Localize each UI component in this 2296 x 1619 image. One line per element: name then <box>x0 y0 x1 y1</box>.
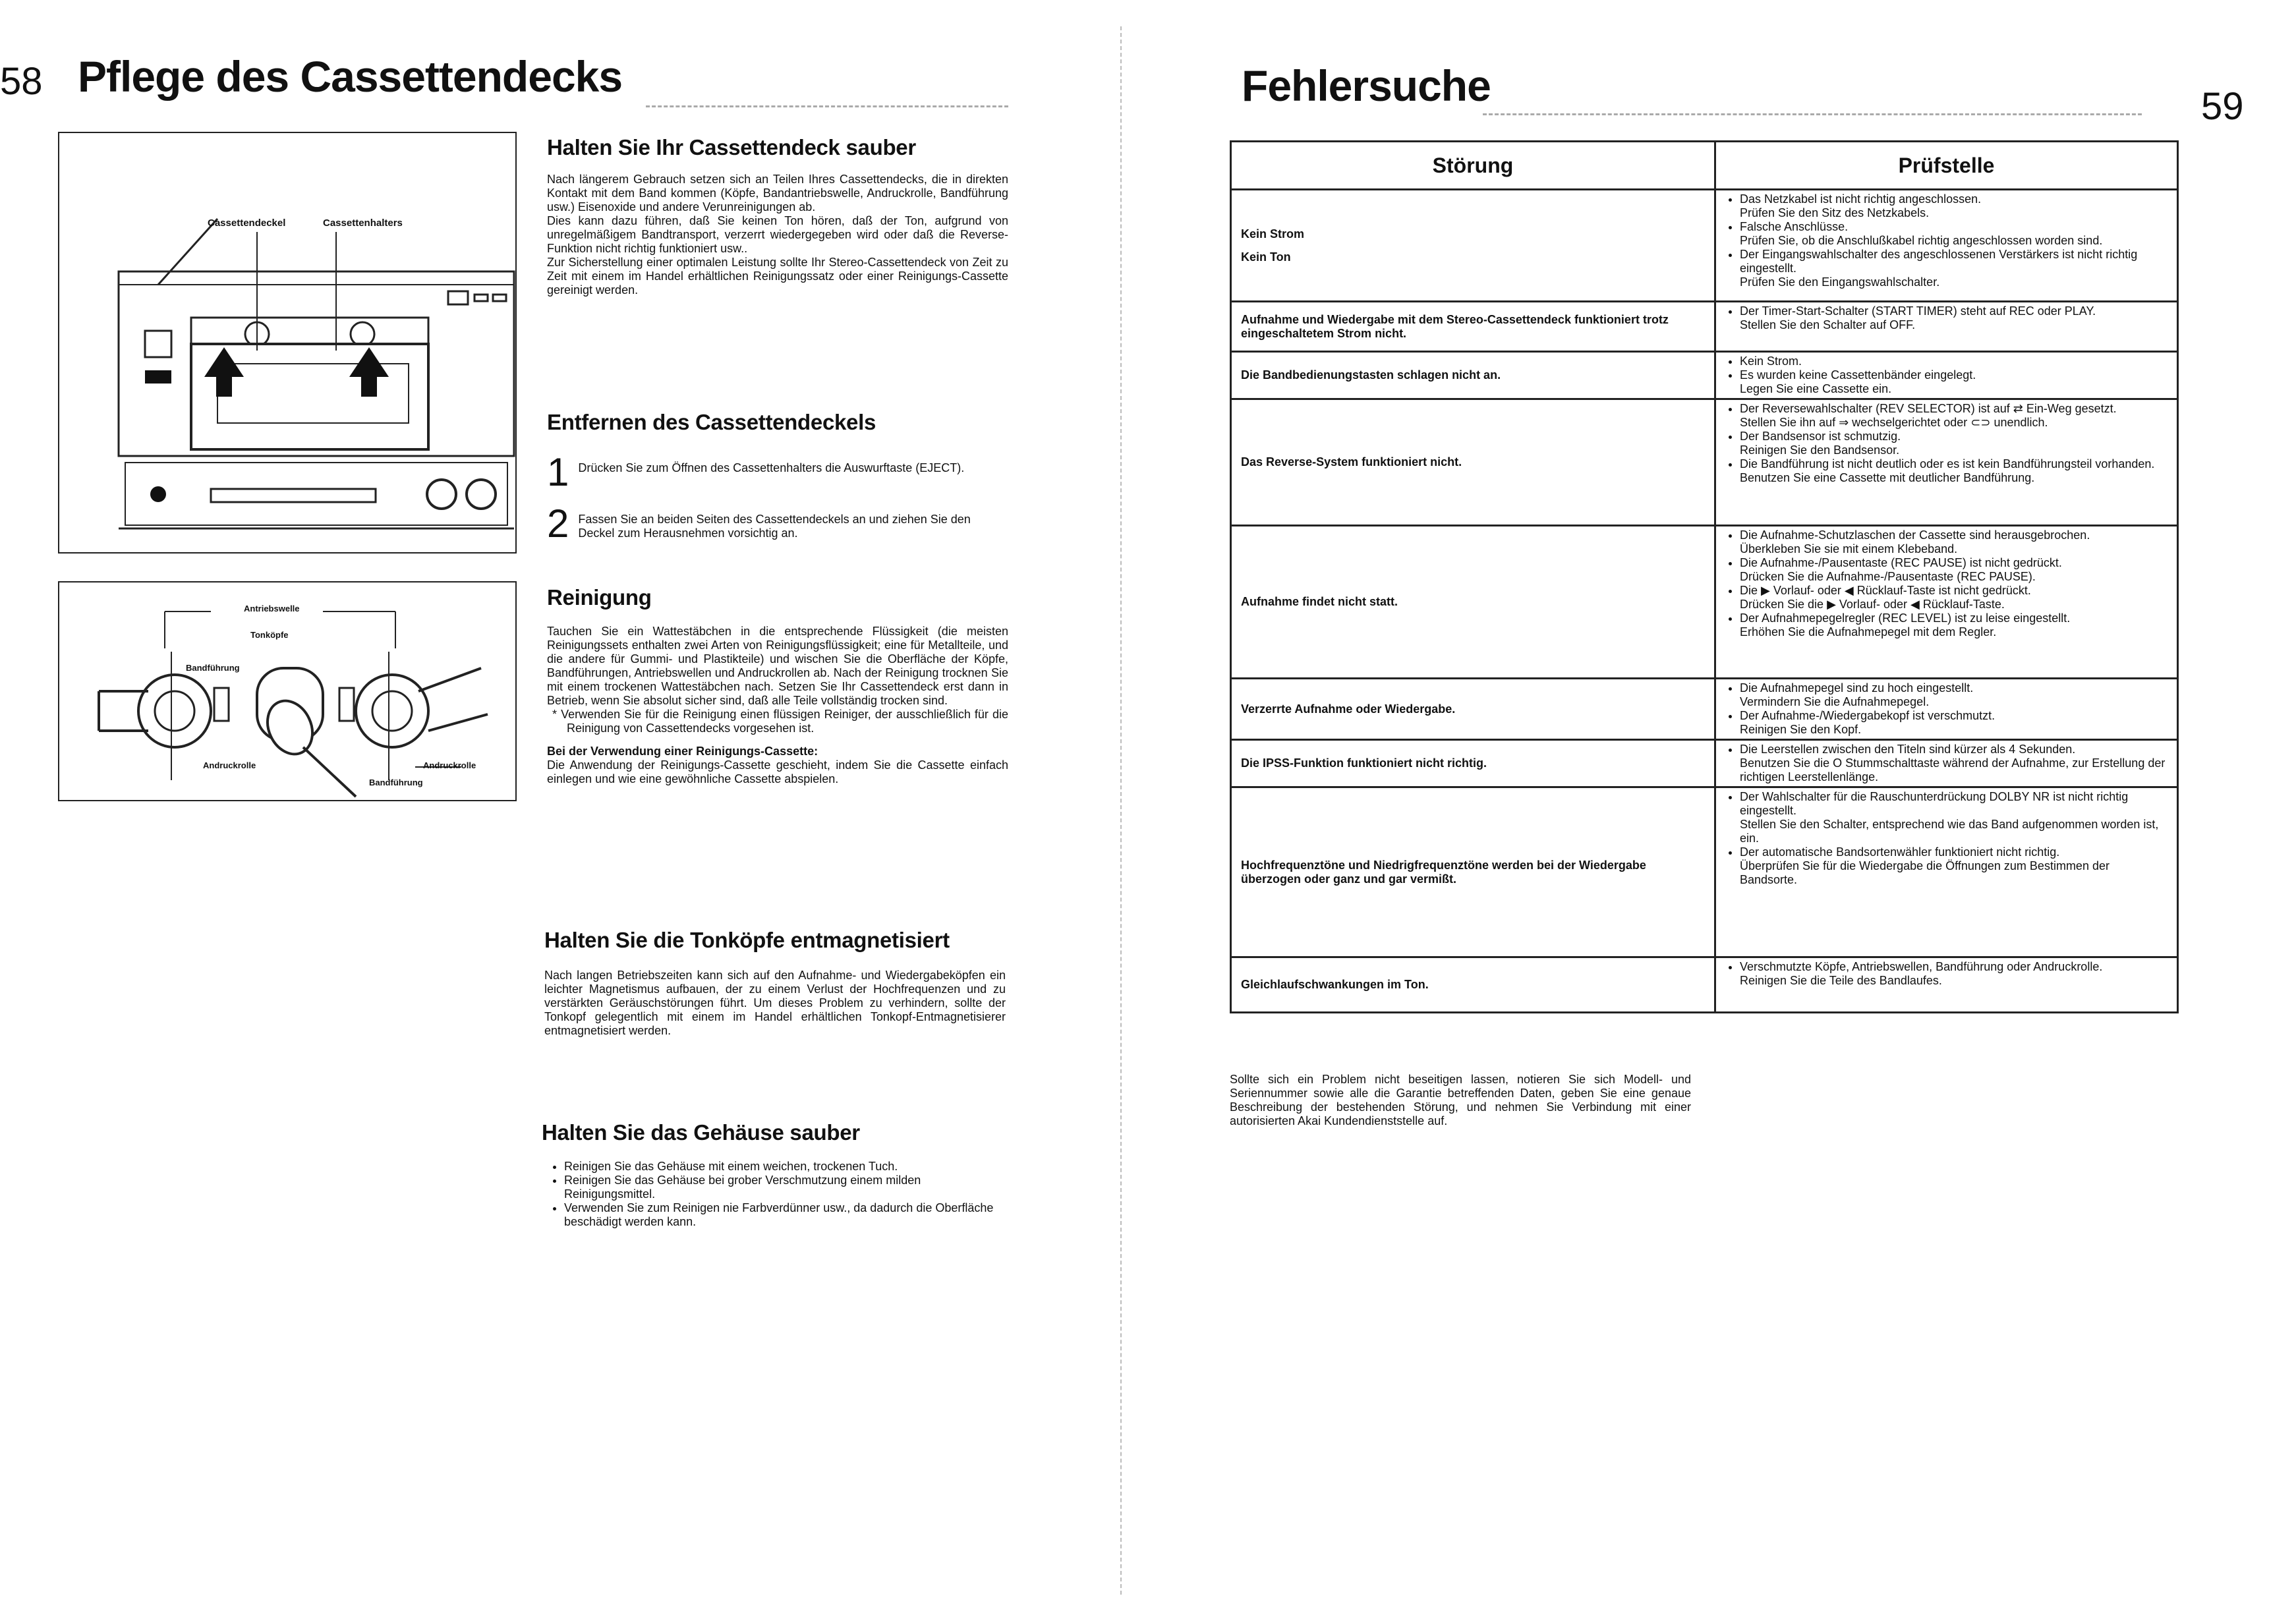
problem-line: Das Reverse-System funktioniert nicht. <box>1241 455 1462 469</box>
table-row <box>1231 957 2178 1013</box>
check-item: • Der Reversewahlschalter (REV SELECTOR) ist auf ⇄ Ein-Weg gesetzt. Stellen Sie ihn auf ⇒ wechselgerichtet oder ⊂⊃ unendlich. <box>1740 402 2170 430</box>
check-cell <box>1715 399 2178 526</box>
label-bandfuehrung-2: Bandführung <box>369 778 423 787</box>
housing-bullet: • Reinigen Sie das Gehäuse mit einem weichen, trockenen Tuch. <box>564 1160 1003 1174</box>
step-number: 1 <box>547 450 569 494</box>
problem-line: Aufnahme und Wiedergabe mit dem Stereo-Cassettendeck funktioniert trotz eingeschaltetem Strom nicht. <box>1241 312 1669 340</box>
problem-line: Aufnahme findet nicht statt. <box>1241 595 1398 608</box>
footer-note-text: Sollte sich ein Problem nicht beseitigen lassen, notieren Sie sich Modell- und Seriennummer sowie alle die Garantie betreffenden Daten, geben Sie eine genaue Beschreibung der bestehenden Störung, und nehmen Sie Verbindung mit einer autorisierten Akai Kundendienststelle auf. <box>1230 1073 1691 1127</box>
reinigung-text <box>547 625 1008 786</box>
step-text: Fassen Sie an beiden Seiten des Cassettendeckels an und ziehen Sie den Deckel zum Herausnehmen vorsichtig an. <box>578 513 971 540</box>
table-row <box>1231 526 2178 679</box>
check-item: • Die Bandführung ist nicht deutlich oder es ist kein Bandführungsteil vorhanden. Benutzen Sie eine Cassette mit deutlicher Bandführung. <box>1740 457 2170 485</box>
heading-demag: Halten Sie die Tonköpfe entmagnetisiert <box>544 928 950 952</box>
check-cell <box>1715 787 2178 957</box>
problem-cell <box>1231 787 1715 957</box>
heading-remove-lid: Entfernen des Cassettendeckels <box>547 410 876 434</box>
table-row <box>1231 679 2178 740</box>
figure-cassette-lid <box>58 132 517 554</box>
clean-paragraph-3: Zur Sicherstellung einer optimalen Leistung sollte Ihr Stereo-Cassettendeck von Zeit zu Zeit mit einem im Handel erhältlichen Reinigungssatz oder einer Reinigungs-Cassette gereinigt werden. <box>547 256 1008 297</box>
label-bandfuehrung-1: Bandführung <box>186 663 240 673</box>
problem-line: Die Bandbedienungstasten schlagen nicht an. <box>1241 368 1501 382</box>
problem-line: Kein Ton <box>1241 250 1291 264</box>
remove-steps <box>547 450 1008 546</box>
check-item: • Verschmutzte Köpfe, Antriebswellen, Bandführung oder Andruckrolle. Reinigen Sie die Teile des Bandlaufes. <box>1740 960 2170 988</box>
problem-line: Hochfrequenztöne und Niedrigfrequenztöne werden bei der Wiedergabe überzogen oder ganz und gar vermißt. <box>1241 858 1646 886</box>
step-text: Drücken Sie zum Öffnen des Cassettenhalters die Auswurftaste (EJECT). <box>578 461 965 474</box>
table-row <box>1231 302 2178 352</box>
clean-deck-text <box>547 173 1008 297</box>
demag-paragraph: Nach langen Betriebszeiten kann sich auf den Aufnahme- und Wiedergabeköpfen ein leichter Magnetismus aufbauen, der zu einem Verlust der Hochfrequenzen und zu verstärkten Geräuschstörungen führt. Um dieses Problem zu verhindern, sollte der Tonkopf gelegentlich mit einem im Handel erhältlichen Tonkopf-Entmagnetisierer entmagnetisiert werden. <box>544 969 1006 1037</box>
remove-step-1 <box>547 450 1008 494</box>
check-cell <box>1715 526 2178 679</box>
check-item: • Der Wahlschalter für die Rauschunterdrückung DOLBY NR ist nicht richtig eingestellt. Stellen Sie den Schalter, entsprechend wie das Band aufgenommen worden ist, ein. <box>1740 790 2170 845</box>
problem-cell <box>1231 352 1715 399</box>
reinigung-subtext: Die Anwendung der Reinigungs-Cassette geschieht, indem Sie die Cassette einfach einlegen und wie eine gewöhnliche Cassette abspielen. <box>547 758 1008 785</box>
check-item: • Der Eingangswahlschalter des angeschlossenen Verstärkers ist nicht richtig eingestellt. Prüfen Sie den Eingangswahlschalter. <box>1740 248 2170 289</box>
right-page-number: 59 <box>2201 85 2244 128</box>
title-rule-right <box>1483 113 2142 115</box>
figure-heads <box>58 581 517 801</box>
problem-cell <box>1231 399 1715 526</box>
label-cassettendeckel: Cassettendeckel <box>208 217 286 229</box>
remove-step-2 <box>547 501 1008 546</box>
problem-cell <box>1231 302 1715 352</box>
check-cell <box>1715 190 2178 302</box>
label-andruckrolle-1: Andruckrolle <box>203 760 256 770</box>
troubleshooting-table <box>1230 140 2179 1013</box>
table-row <box>1231 352 2178 399</box>
table-row <box>1231 787 2178 957</box>
header-pruefstelle: Prüfstelle <box>1715 142 2178 190</box>
problem-cell <box>1231 679 1715 740</box>
check-item: • Kein Strom. <box>1740 355 2170 368</box>
problem-cell <box>1231 957 1715 1013</box>
check-item: • Der Bandsensor ist schmutzig. Reinigen Sie den Bandsensor. <box>1740 430 2170 457</box>
heading-reinigung: Reinigung <box>547 585 652 610</box>
page-gutter <box>1120 26 1122 1595</box>
check-item: • Die ▶ Vorlauf- oder ◀ Rücklauf-Taste ist nicht gedrückt. Drücken Sie die ▶ Vorlauf- oder ◀ Rücklauf-Taste. <box>1740 584 2170 611</box>
note-text: Verwenden Sie für die Reinigung einen flüssigen Reiniger, der ausschließlich für die Reinigung von Cassettendecks vorgesehen ist. <box>561 708 1008 735</box>
header-stoerung: Störung <box>1231 142 1715 190</box>
reinigung-paragraph: Tauchen Sie ein Wattestäbchen in die entsprechende Flüssigkeit (die meisten Reinigungssets enthalten zwei Arten von Reinigungsflüssigkeit; eine für Metallteile, und die andere für Gummi- und Plastikteile) und wischen Sie die Oberfläche der Köpfe, Bandführungen, Antriebswellen und Andruckrollen ab. Nach der Reinigung trocknen Sie mit einem trockenen Wattestäbchen nach. Setzen Sie Ihr Cassettendeck erst dann in Betrieb, wenn Sie absolut sicher sind, daß alle Teile vollständig trocken sind. <box>547 625 1008 707</box>
check-item: • Die Leerstellen zwischen den Titeln sind kürzer als 4 Sekunden. Benutzen Sie die O Stummschalttaste während der Aufnahme, zur Erstellung der richtigen Leerstellenlänge. <box>1740 743 2170 784</box>
problem-cell <box>1231 190 1715 302</box>
label-andruckrolle-2: Andruckrolle <box>423 760 476 770</box>
title-rule <box>646 105 1008 107</box>
check-item: • Das Netzkabel ist nicht richtig angeschlossen. Prüfen Sie den Sitz des Netzkabels. <box>1740 192 2170 220</box>
check-cell <box>1715 352 2178 399</box>
check-item: • Die Aufnahme-Schutzlaschen der Cassette sind herausgebrochen. Überkleben Sie sie mit einem Klebeband. <box>1740 528 2170 556</box>
problem-line: Verzerrte Aufnahme oder Wiedergabe. <box>1241 702 1456 716</box>
heading-housing: Halten Sie das Gehäuse sauber <box>542 1120 860 1145</box>
table-row <box>1231 190 2178 302</box>
problem-line: Die IPSS-Funktion funktioniert nicht richtig. <box>1241 756 1487 770</box>
check-item: • Der automatische Bandsortenwähler funktioniert nicht richtig. Überprüfen Sie für die Wiedergabe die Öffnungen zum Bestimmen der Bandsorte. <box>1740 845 2170 887</box>
right-page-title: Fehlersuche <box>1242 61 1491 110</box>
table-body <box>1231 190 2178 1013</box>
check-item: • Der Aufnahmepegelregler (REC LEVEL) ist zu leise eingestellt. Erhöhen Sie die Aufnahmepegel mit dem Regler. <box>1740 611 2170 639</box>
check-item: • Es wurden keine Cassettenbänder eingelegt. Legen Sie eine Cassette ein. <box>1740 368 2170 396</box>
check-item: • Der Aufnahme-/Wiedergabekopf ist verschmutzt. Reinigen Sie den Kopf. <box>1740 709 2170 737</box>
left-page-title: Pflege des Cassettendecks <box>78 52 623 101</box>
reinigung-subheading: Bei der Verwendung einer Reinigungs-Cassette: <box>547 745 818 758</box>
housing-bullet: • Verwenden Sie zum Reinigen nie Farbverdünner usw., da dadurch die Oberfläche beschädigt werden kann. <box>564 1201 1003 1229</box>
housing-bullet: • Reinigen Sie das Gehäuse bei grober Verschmutzung einem milden Reinigungsmittel. <box>564 1174 1003 1201</box>
housing-bullets <box>542 1160 1003 1229</box>
problem-cell <box>1231 526 1715 679</box>
check-item: • Der Timer-Start-Schalter (START TIMER) steht auf REC oder PLAY. Stellen Sie den Schalter auf OFF. <box>1740 304 2170 332</box>
step-number: 2 <box>547 501 569 546</box>
demag-text <box>544 969 1006 1038</box>
check-item: • Falsche Anschlüsse. Prüfen Sie, ob die Anschlußkabel richtig angeschlossen worden sind. <box>1740 220 2170 248</box>
problem-line: Gleichlaufschwankungen im Ton. <box>1241 978 1429 991</box>
problem-cell <box>1231 740 1715 787</box>
label-cassettenhalters: Cassettenhalters <box>323 217 403 229</box>
check-cell <box>1715 679 2178 740</box>
clean-paragraph-1: Nach längerem Gebrauch setzen sich an Teilen Ihres Cassettendecks, die in direkten Kontakt mit dem Band kommen (Köpfe, Bandantriebswelle, Andruckrolle, Bandführung usw.) Eisenoxide und andere Verunreinigungen ab. <box>547 173 1008 213</box>
label-antriebswelle: Antriebswelle <box>244 604 300 613</box>
problem-line: Kein Strom <box>1241 227 1305 241</box>
check-item: • Die Aufnahmepegel sind zu hoch eingestellt. Vermindern Sie die Aufnahmepegel. <box>1740 681 2170 709</box>
table-row <box>1231 399 2178 526</box>
check-cell <box>1715 957 2178 1013</box>
check-cell <box>1715 740 2178 787</box>
heading-clean-deck: Halten Sie Ihr Cassettendeck sauber <box>547 135 916 159</box>
check-item: • Die Aufnahme-/Pausentaste (REC PAUSE) ist nicht gedrückt. Drücken Sie die Aufnahme-/Pausentaste (REC PAUSE). <box>1740 556 2170 584</box>
table-header-row <box>1231 142 2178 190</box>
check-cell <box>1715 302 2178 352</box>
clean-paragraph-2: Dies kann dazu führen, daß Sie keinen Ton hören, daß der Ton, aufgrund von unregelmäßigem Bandtransport, verzerrt wiedergegeben wird oder daß die Reverse-Funktion nicht richtig funktioniert usw.. <box>547 214 1008 255</box>
footer-note <box>1230 1073 1691 1128</box>
table-row <box>1231 740 2178 787</box>
reinigung-note: * Verwenden Sie für die Reinigung einen flüssigen Reiniger, der ausschließlich für die Reinigung von Cassettendecks vorgesehen ist. <box>552 708 1008 735</box>
label-tonkoepfe: Tonköpfe <box>250 630 289 640</box>
left-page-number: 58 <box>0 60 43 103</box>
